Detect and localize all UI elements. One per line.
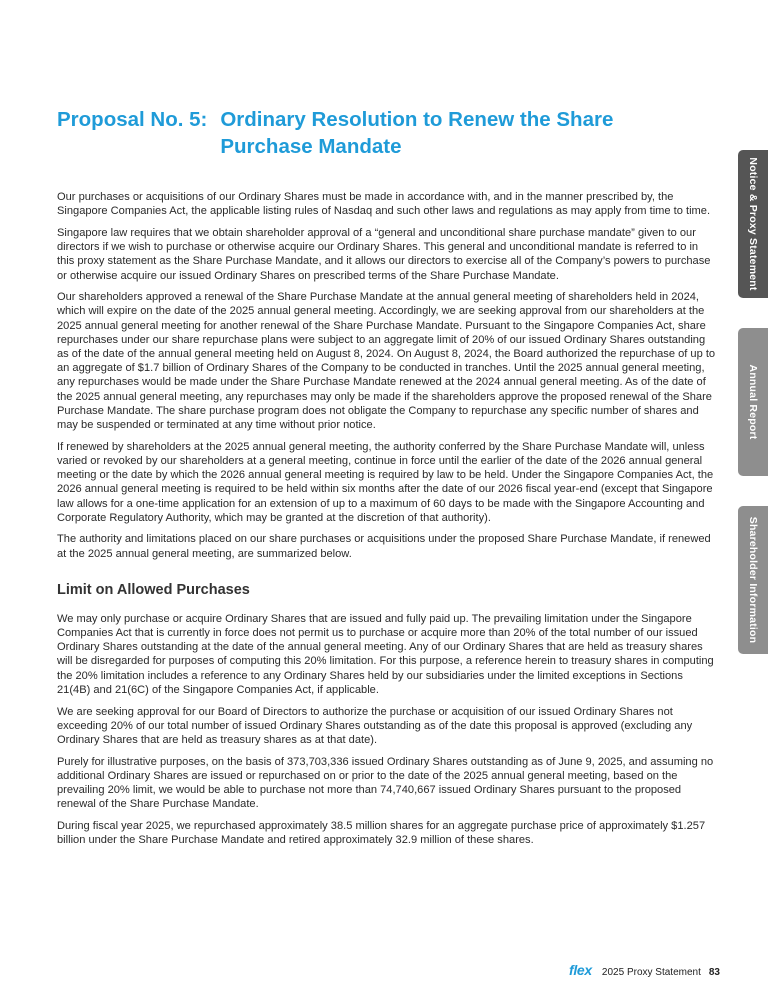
paragraph: The authority and limitations placed on our share purchases or acquisitions under the proposed Share Purchase Mandate, if renewed at the 2025 annual general meeting, are summarized below.	[57, 533, 711, 560]
tab-shareholder-information[interactable]	[738, 506, 768, 654]
proposal-title: Ordinary Resolution to Renew the Share Purchase Mandate	[220, 108, 614, 158]
tab-notice-proxy-statement[interactable]	[738, 150, 768, 298]
footer-doc-title: 2025 Proxy Statement	[601, 967, 701, 978]
paragraph: Singapore law requires that we obtain shareholder approval of a “general and unconditional share purchase mandate” given to our directors if we wish to purchase or otherwise acquire our Ordinary Shares. This general and unconditional mandate is referred to in this proxy statement as the Share Purchase Mandate, and it allows our directors to exercise all of the Company’s powers to purchase or otherwise acquire our issued Ordinary Shares on prescribed terms of the Share Purchase Mandate.	[57, 226, 711, 282]
paragraph: We are seeking approval for our Board of Directors to authorize the purchase or acquisition of our issued Ordinary Shares not exceeding 20% of our total number of issued Ordinary Shares outstanding as of the date this proposal is approved (excluding any Ordinary Shares that are held as treasury shares as at that date).	[57, 705, 693, 746]
proposal-number: Proposal No. 5:	[57, 108, 208, 131]
page-title	[57, 106, 697, 160]
body-content	[57, 190, 717, 855]
tab-label: Annual Report	[747, 364, 759, 440]
page-number: 83	[708, 967, 720, 978]
flex-logo: flex	[568, 962, 592, 978]
section-heading: Limit on Allowed Purchases	[57, 581, 250, 598]
paragraph: Purely for illustrative purposes, on the basis of 373,703,336 issued Ordinary Shares outstanding as of June 9, 2025, and assuming no additional Ordinary Shares are issued or repurchased on or prior to the date of the 2025 annual general meeting, based on the prevailing 20% limit, we would be able to purchase not more than 74,740,667 issued Ordinary Shares pursuant to the proposed renewal of the Share Purchase Mandate.	[57, 755, 714, 811]
paragraph: Our purchases or acquisitions of our Ordinary Shares must be made in accordance with, and in the manner prescribed by, the Singapore Companies Act, the applicable listing rules of Nasdaq and such other laws and regulations as may apply from time to time.	[57, 191, 711, 218]
paragraph: If renewed by shareholders at the 2025 annual general meeting, the authority conferred by the Share Purchase Mandate will, unless varied or revoked by our shareholders at a general meeting, continue in force until the earlier of the date of the 2026 annual general meeting or the date by which the 2026 annual general meeting is required by law to be held. Under the Singapore Companies Act, the 2026 annual general meeting is required to be held within six months after the date of our 2026 fiscal year-end (except that Singapore law allows for a one-time application for an extension of up to a maximum of 60 days to be made with the Singapore Accounting and Corporate Regulatory Authority, which may be granted at the discretion of that authority).	[57, 440, 714, 524]
paragraph: We may only purchase or acquire Ordinary Shares that are issued and fully paid up. The prevailing limitation under the Singapore Companies Act that is currently in force does not permit us to purchase or acquire more than 20% of the total number of our issued Ordinary Shares outstanding at the date of the annual general meeting. Any of our Ordinary Shares that are held as treasury shares will be disregarded for purposes of computing this 20% limitation. For this purpose, a reference herein to treasury shares in computing the 20% limitation includes a reference to any Ordinary Shares held by our subsidiaries under the limited exceptions in Sections 21(4B) and 21(6C) of the Singapore Companies Act, if applicable.	[57, 612, 714, 696]
tab-label: Notice & Proxy Statement	[747, 157, 759, 291]
paragraph: During fiscal year 2025, we repurchased approximately 38.5 million shares for an aggregate purchase price of approximately $1.257 billion under the Share Purchase Mandate and retired approximately 32.9 million of these shares.	[57, 820, 706, 847]
tab-label: Shareholder Information	[747, 516, 759, 644]
paragraph: Our shareholders approved a renewal of the Share Purchase Mandate at the annual general meeting of shareholders held in 2024, which will expire on the date of the 2025 annual general meeting. Accordingly, we are seeking approval from our shareholders at the 2025 annual general meeting for another renewal of the Share Purchase Mandate. Pursuant to the Singapore Companies Act, share repurchases under our share repurchase plans were subject to an aggregate limit of 20% of our issued Ordinary Shares outstanding as of the date of the annual general meeting held on August 8, 2024. On August 8, 2024, the Board authorized the repurchase of up to an aggregate of $1.7 billion of Ordinary Shares of the Company to be conducted in tranches. Until the 2025 annual general meeting, any repurchases would be made under the Share Purchase Mandate renewed at the 2024 annual general meeting. As of the date of the 2025 annual general meeting, any repurchases may only be made if the shareholders approve the proposed renewal of the Share Purchase Mandate. The share purchase program does not obligate the Company to repurchase any specific number of shares and may be suspended or terminated at any time without prior notice.	[57, 291, 716, 432]
page-footer	[569, 962, 720, 978]
tab-annual-report[interactable]	[738, 328, 768, 476]
